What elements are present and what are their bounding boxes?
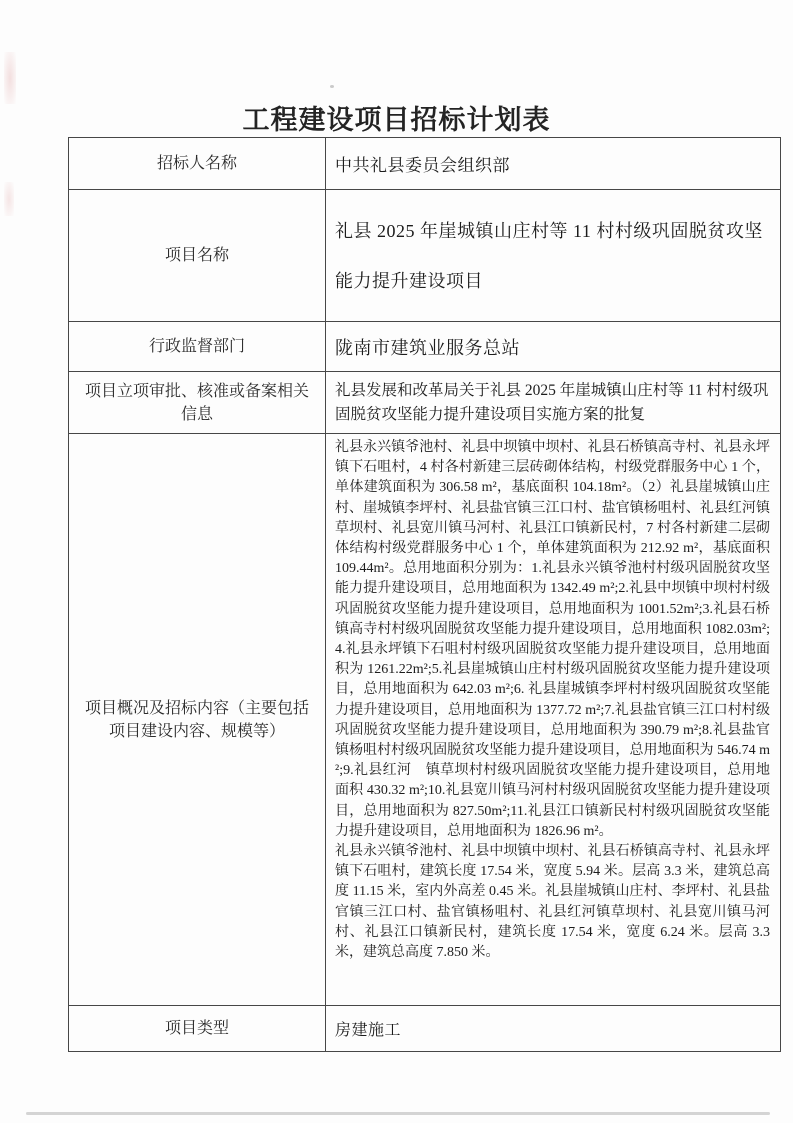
table-row-project-name (69, 190, 781, 322)
row-label-bidder-name: 招标人名称 (69, 138, 326, 190)
scan-smudge (4, 182, 14, 216)
table-row-approval-info (69, 372, 781, 434)
row-value-project-name: 礼县 2025 年崖城镇山庄村等 11 村村级巩固脱贫攻坚能力提升建设项目 (326, 190, 781, 322)
overview-paragraph-building-dimensions: 礼县永兴镇爷池村、礼县中坝镇中坝村、礼县石桥镇高寺村、礼县永坪镇下石咀村，建筑长度 17.54 米，宽度 5.94 米。层高 3.3 米，建筑总高度 11.15 米，室内外高差 0.45 米。礼县崖城镇山庄村、李坪村、礼县盐官镇三江口村、盐官镇杨咀村、礼县红河镇草坝村、礼县宽川镇马河村、礼县江口镇新民村，建筑长度 17.54 米，宽度 6.24 米。层高 3.3 米，建筑总高度 7.850 米。 (335, 844, 770, 961)
row-value-project-type: 房建施工 (326, 1006, 781, 1052)
row-value-supervision-department: 陇南市建筑业服务总站 (326, 322, 781, 372)
table-row-project-type (69, 1006, 781, 1052)
row-label-project-type: 项目类型 (69, 1006, 326, 1052)
row-label-approval-info: 项目立项审批、核准或备案相关信息 (69, 372, 326, 434)
row-value-bidder-name: 中共礼县委员会组织部 (326, 138, 781, 190)
row-label-project-overview: 项目概况及招标内容（主要包括项目建设内容、规模等） (69, 434, 326, 1006)
row-label-project-name: 项目名称 (69, 190, 326, 322)
table-row-bidder-name (69, 138, 781, 190)
scan-smudge (4, 52, 16, 104)
row-value-project-overview (326, 434, 781, 1006)
overview-paragraph-land-area: 礼县永兴镇爷池村、礼县中坝镇中坝村、礼县石桥镇高寺村、礼县永坪镇下石咀村，4 村各村新建三层砖砌体结构，村级党群服务中心 1 个，单体建筑面积为 306.58 m²，基底面积 104.18m²。（2）礼县崖城镇山庄村、崖城镇李坪村、礼县盐官镇三江口村、盐官镇杨咀村、礼县红河镇草坝村、礼县宽川镇马河村、礼县江口镇新民村，7 村各村新建二层砌体结构村级党群服务中心 1 个，单体建筑面积为 212.92 m²，基底面积 109.44m²。总用地面积分别为：1.礼县永兴镇爷池村村级巩固脱贫攻坚能力提升建设项目，总用地面积为 1342.49 m²;2.礼县中坝镇中坝村村级巩固脱贫攻坚能力提升建设项目，总用地面积为 1001.52m²;3.礼县石桥镇高寺村村级巩固脱贫攻坚能力提升建设项目，总用地面积 1082.03m²;4.礼县永坪镇下石咀村村级巩固脱贫攻坚能力提升建设项目，总用地面积为 1261.22m²;5.礼县崖城镇山庄村村级巩固脱贫攻坚能力提升建设项目，总用地面积为 642.03 m²;6. 礼县崖城镇李坪村村级巩固脱贫攻坚能力提升建设项目，总用地面积为 1377.72 m²;7.礼县盐官镇三江口村村级巩固脱贫攻坚能力提升建设项目，总用地面积为 390.79 m²;8.礼县盐官镇杨咀村村级巩固脱贫攻坚能力提升建设项目，总用地面积为 546.74 m²;9.礼县红河 镇草坝村村级巩固脱贫攻坚能力提升建设项目，总用地面积 430.32 m²;10.礼县宽川镇马河村村级巩固脱贫攻坚能力提升建设项目，总用地面积为 827.50m²;11.礼县江口镇新民村村级巩固脱贫攻坚能力提升建设项目，总用地面积为 1826.96 m²。 (335, 440, 770, 839)
row-value-approval-info: 礼县发展和改革局关于礼县 2025 年崖城镇山庄村等 11 村村级巩固脱贫攻坚能力提升建设项目实施方案的批复 (326, 372, 781, 434)
table-row-project-overview (69, 434, 781, 1006)
table-row-supervision-department (69, 322, 781, 372)
row-label-supervision-department: 行政监督部门 (69, 322, 326, 372)
bidding-plan-table (68, 137, 781, 1052)
scan-edge-line (26, 1112, 770, 1115)
scan-speck (330, 85, 334, 88)
page-title: 工程建设项目招标计划表 (242, 105, 551, 135)
